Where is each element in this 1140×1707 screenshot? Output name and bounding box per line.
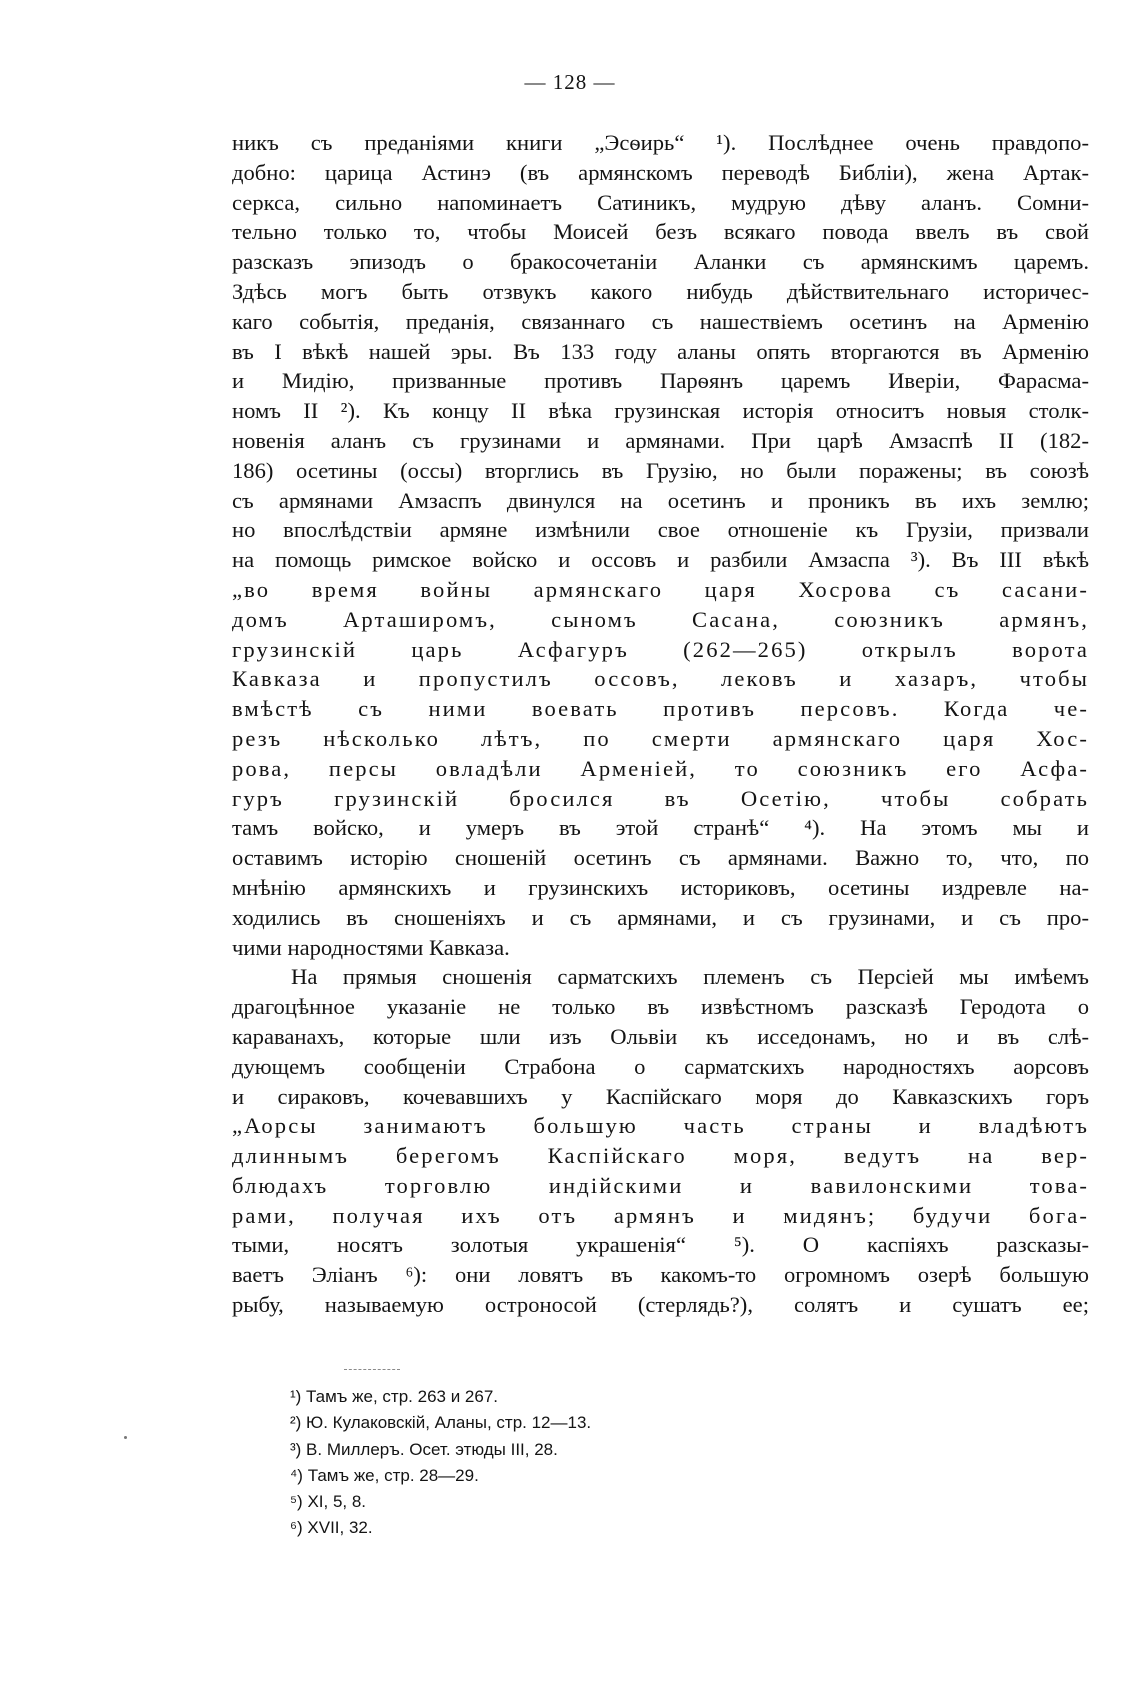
text-line: ходились въ сношеніяхъ и съ армянами, и съ грузинами, и съ про- <box>232 904 1089 930</box>
text-line: на помощь римское войско и оссовъ и разбили Амзаспа ³). Въ III вѣкѣ <box>232 547 1089 573</box>
text-line: Кавказа и пропустилъ оссовъ, лековъ и хазаръ, чтобы <box>232 666 1089 692</box>
footnote <box>290 1489 930 1515</box>
text-line: „во время войны армянскаго царя Хосрова съ сасани- <box>232 576 1089 602</box>
text-line: блюдахъ торговлю индійскими и вавилонскими това- <box>232 1172 1089 1198</box>
footnote <box>290 1515 930 1541</box>
text-line: съ армянами Амзаспъ двинулся на осетинъ и проникъ въ ихъ землю; <box>232 487 1089 513</box>
text-line: тельно только то, чтобы Моисей безъ всякаго повода ввелъ въ свой <box>232 219 1089 245</box>
text-line: чими народностями Кавказа. <box>232 934 510 960</box>
text-line: оставимъ исторію сношеній осетинъ съ армянами. Важно то, что, по <box>232 845 1089 871</box>
text-line: караванахъ, которые шли изъ Ольвіи къ исседонамъ, но и въ слѣ- <box>232 1023 1089 1049</box>
page-number: — 128 — <box>524 70 616 94</box>
text-line: разсказъ эпизодъ о бракосочетаніи Аланки съ армянскимъ царемъ. <box>232 249 1089 275</box>
footnote <box>290 1384 930 1410</box>
footnote-mark: ²) <box>290 1413 307 1433</box>
text-line: 186) осетины (оссы) вторглись въ Грузію, но были поражены; въ союзѣ <box>232 457 1089 483</box>
text-line: номъ II ²). Къ концу II вѣка грузинская исторія относитъ новыя столк- <box>232 398 1089 424</box>
text-line: новенія аланъ съ грузинами и армянами. При царѣ Амзаспѣ II (182- <box>232 427 1089 453</box>
text-line: На прямыя сношенія сарматскихъ племенъ съ Персіей мы имѣемъ <box>291 964 1089 990</box>
text-line: резъ нѣсколько лѣтъ, по смерти армянскаго царя Хос- <box>232 725 1089 751</box>
footnote-mark: ⁴) <box>290 1465 308 1485</box>
text-line: домъ Арташиромъ, сыномъ Сасана, союзникъ армянъ, <box>232 606 1089 632</box>
text-line: тамъ войско, и умеръ въ этой странѣ“ ⁴). На этомъ мы и <box>232 815 1089 841</box>
text-line: ваетъ Эліанъ ⁶): они ловятъ въ какомъ-то огромномъ озерѣ большую <box>232 1262 1089 1288</box>
text-line: и сираковъ, кочевавшихъ у Каспійскаго моря до Кавказскихъ горъ <box>232 1083 1089 1109</box>
text-line: мнѣнію армянскихъ и грузинскихъ историковъ, осетины издревле на- <box>232 874 1089 900</box>
footnote <box>290 1410 930 1436</box>
footnote-text: XVII, 32. <box>307 1518 373 1538</box>
text-line: рыбу, называемую остроносой (стерлядь?), солятъ и сушатъ ее; <box>232 1292 1089 1318</box>
footnotes <box>290 1384 930 1542</box>
footnote <box>290 1463 930 1489</box>
footnote <box>290 1437 930 1463</box>
body-text <box>232 128 1089 1320</box>
footnote-text: Тамъ же, стр. 28—29. <box>307 1465 479 1485</box>
text-line: драгоцѣнное указаніе не только въ извѣстномъ разсказѣ Геродота о <box>232 994 1089 1020</box>
footnote-text: В. Миллеръ. Осет. этюды III, 28. <box>306 1439 558 1459</box>
footnote-text: Ю. Кулаковскій, Аланы, стр. 12—13. <box>306 1413 592 1433</box>
text-line: вмѣстѣ съ ними воевать противъ персовъ. Когда че- <box>232 696 1089 722</box>
text-line: рова, персы овладѣли Арменіей, то союзникъ его Асфа- <box>232 755 1089 781</box>
text-line: дующемъ сообщеніи Страбона о сарматскихъ народностяхъ аорсовъ <box>232 1053 1089 1079</box>
text-line: грузинскій царь Асфагуръ (262—265) открылъ ворота <box>232 636 1089 662</box>
text-line: длиннымъ берегомъ Каспійскаго моря, ведутъ на вер- <box>232 1143 1089 1169</box>
scan-speck <box>124 1436 127 1439</box>
text-line: никъ съ преданіями книги „Эсѳирь“ ¹). Послѣднее очень правдопо- <box>232 130 1089 155</box>
text-line: серкса, сильно напоминаетъ Сатиникъ, мудрую дѣву аланъ. Сомни- <box>232 189 1089 215</box>
text-line: рами, получая ихъ отъ армянъ и мидянъ; будучи бога- <box>232 1202 1089 1228</box>
text-line: гуръ грузинскій бросился въ Осетію, чтобы собрать <box>232 785 1089 811</box>
text-line: добно: царица Астинэ (въ армянскомъ переводѣ Библіи), жена Артак- <box>232 159 1089 185</box>
text-line: но впослѣдствіи армяне измѣнили свое отношеніе къ Грузіи, призвали <box>232 517 1089 543</box>
text-line: каго событія, преданія, связаннаго съ нашествіемъ осетинъ на Арменію <box>232 308 1089 334</box>
footnote-separator <box>344 1369 400 1370</box>
footnote-text: Тамъ же, стр. 263 и 267. <box>306 1387 499 1406</box>
footnote-mark: ⁶) <box>290 1518 308 1538</box>
text-line: и Мидію, призванные противъ Парѳянъ царемъ Иверіи, Фарасма- <box>232 368 1089 394</box>
text-line: тыми, носятъ золотыя украшенія“ ⁵). О каспіяхъ разсказы- <box>232 1232 1089 1258</box>
text-line: Здѣсь могъ быть отзвукъ какого нибудь дѣйствительнаго историчес- <box>232 278 1089 304</box>
footnote-mark: ³) <box>290 1439 307 1459</box>
footnote-mark: ⁵) <box>290 1492 308 1512</box>
text-line: въ I вѣкѣ нашей эры. Въ 133 году аланы опять вторгаются въ Арменію <box>232 338 1089 364</box>
text-line: „Аорсы занимаютъ большую часть страны и владѣютъ <box>232 1113 1089 1139</box>
footnote-mark: ¹) <box>290 1387 307 1406</box>
footnote-text: XI, 5, 8. <box>307 1492 367 1512</box>
